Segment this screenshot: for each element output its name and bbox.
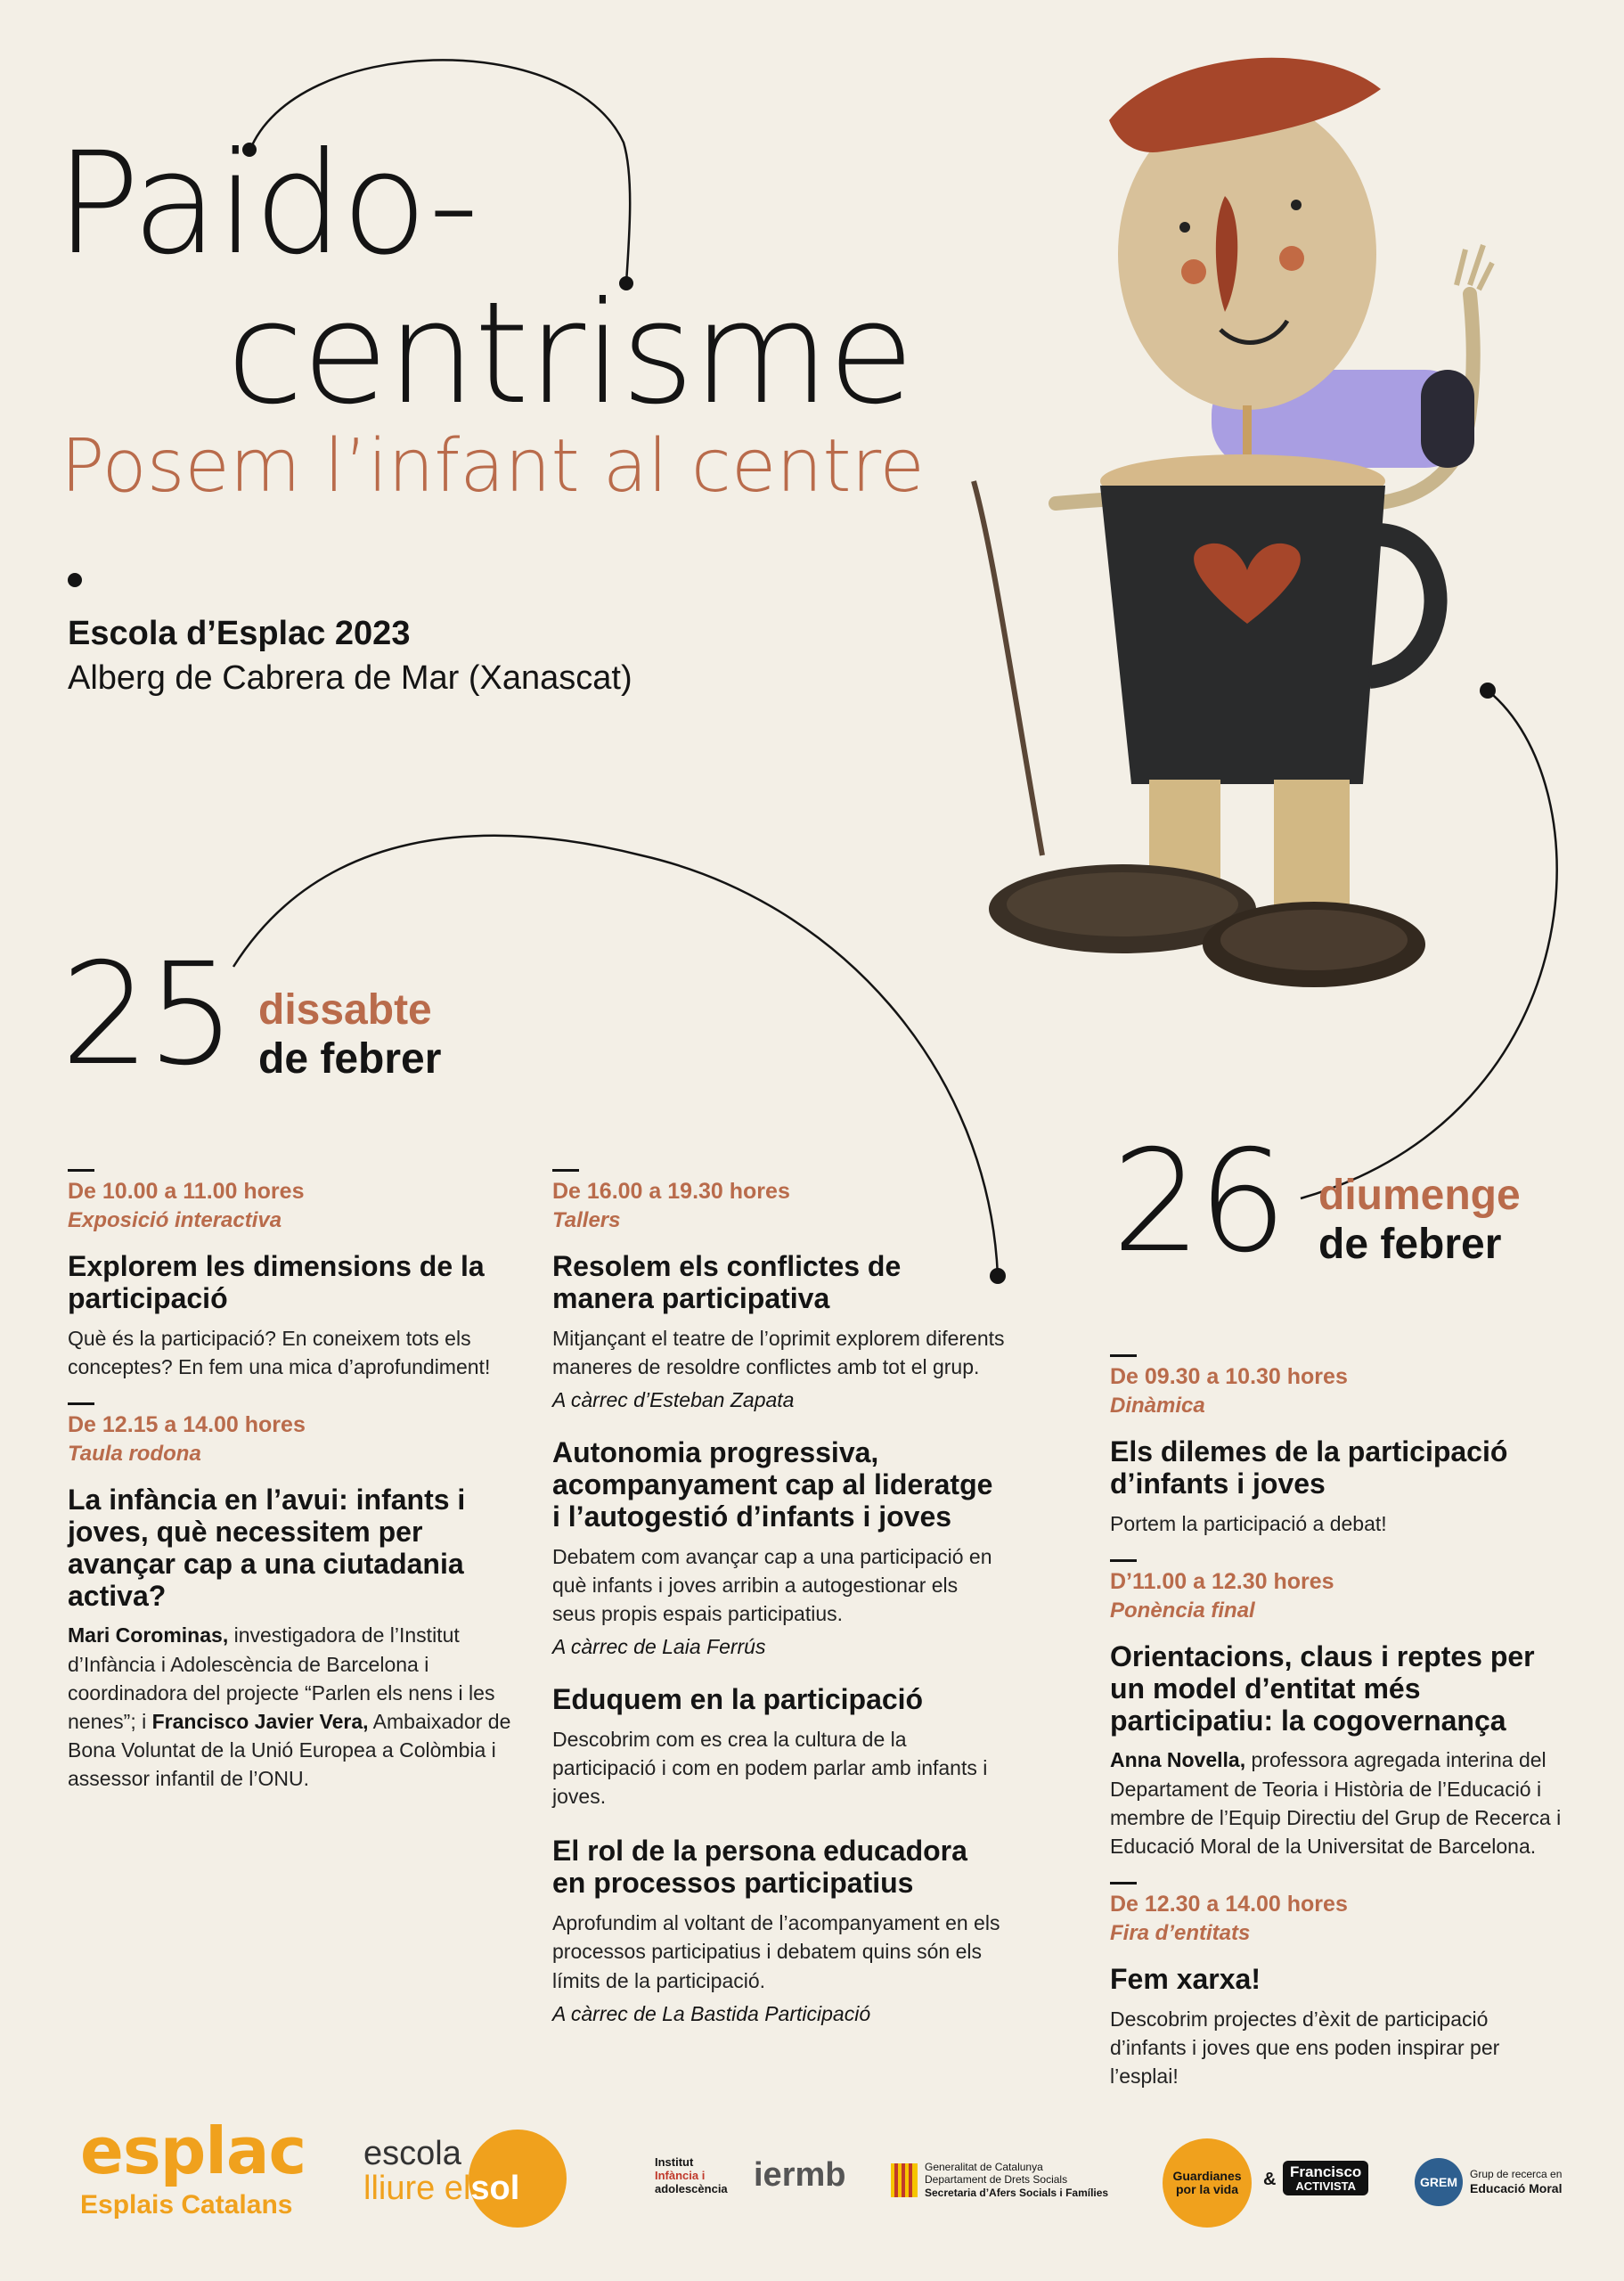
senyera-icon [891, 2163, 918, 2197]
escola-label: escola [363, 2135, 461, 2172]
esplac-logo [80, 2113, 306, 2220]
divider [68, 1169, 94, 1172]
divider [1110, 1882, 1137, 1884]
workshop-host: A càrrec d’Esteban Zapata [552, 1388, 795, 1412]
item-type: Fira d’entitats [1110, 1921, 1251, 1946]
item-desc: Descobrim projectes d’èxit de participació d’infants i joves que ens poden inspirar per l’esplai! [1110, 2007, 1500, 2089]
grem-badge: GREM [1415, 2158, 1463, 2206]
workshop-host: A càrrec de La Bastida Participació [552, 2001, 871, 2025]
escola-lliure-el-sol-logo [363, 2137, 519, 2208]
day1-number: 25 [61, 933, 233, 1097]
event-venue: Alberg de Cabrera de Mar (Xanascat) [68, 659, 632, 697]
grem-line: Educació Moral [1470, 2180, 1563, 2195]
divider [552, 1169, 579, 1172]
gen-line: Generalitat de Catalunya [925, 2161, 1043, 2173]
speaker-name: Mari Corominas, [68, 1623, 229, 1647]
esplac-wordmark: esplac [80, 2113, 306, 2188]
item-desc: Què és la participació? En coneixem tots els conceptes? En fem una mica d’aprofundiment! [68, 1326, 491, 1378]
workshop-title: Resolem els conflictes de manera participativa [552, 1250, 902, 1314]
paidocentrisme-figure-illustration [958, 53, 1563, 998]
ampersand: & [1263, 2170, 1277, 2189]
item-time: De 16.00 a 19.30 hores [552, 1179, 790, 1204]
institut-line: Institut [655, 2155, 694, 2169]
workshop [552, 1835, 1007, 2025]
gen-line: Departament de Drets Socials [925, 2173, 1068, 2187]
day1-month: de febrer [258, 1035, 442, 1083]
institut-line: Infància i [655, 2168, 706, 2182]
item-type: Taula rodona [68, 1442, 201, 1467]
day1-afternoon-column [552, 1169, 1007, 2026]
speaker-desc: Ambaixador de Bona Voluntat de la Unió Europea a Colòmbia i assessor infantil de l’ONU. [68, 1709, 511, 1791]
divider [1110, 1354, 1137, 1357]
day2-number: 26 [1112, 1120, 1285, 1284]
event-name: Escola d’Esplac 2023 [68, 615, 411, 652]
esplac-subtitle: Esplais Catalans [80, 2190, 293, 2220]
grem-line: Grup de recerca en [1470, 2168, 1563, 2181]
day1-morning-column [68, 1169, 513, 1814]
workshop-desc: Mitjançant el teatre de l’oprimit explorem diferents maneres de resoldre conflictes amb tot el grup. [552, 1326, 1005, 1378]
workshop-desc: Debatem com avançar cap a una participació en què infants i joves arribin a autogestionar els seus propis espais participatius. [552, 1544, 992, 1625]
workshop-host: A càrrec de Laia Ferrús [552, 1635, 766, 1659]
divider [1110, 1559, 1137, 1562]
day2-weekday: diumenge [1318, 1172, 1521, 1219]
francisco-line: ACTIVISTA [1295, 2179, 1356, 2193]
program-item [68, 1169, 513, 1381]
workshop-desc: Aprofundim al voltant de l’acompanyament en els processos participatius i debatem quins són els límits de la participació. [552, 1911, 1000, 1992]
title-line-2: centrisme [226, 272, 913, 436]
item-title: La infància en l’avui: infants i joves, què necessitem per avançar cap a una ciutadania activa? [68, 1484, 466, 1612]
speaker-name: Anna Novella, [1110, 1748, 1246, 1772]
day2-month: de febrer [1318, 1221, 1502, 1268]
item-type: Exposició interactiva [68, 1208, 282, 1232]
day1-weekday: dissabte [258, 986, 432, 1034]
workshop-desc: Descobrim com es crea la cultura de la participació i com en podem parlar amb infants i joves. [552, 1727, 988, 1809]
workshop [552, 1251, 1007, 1412]
program-item [1110, 1882, 1564, 2090]
item-type: Tallers [552, 1208, 621, 1232]
item-time: De 12.30 a 14.00 hores [1110, 1892, 1348, 1917]
item-time: De 10.00 a 11.00 hores [68, 1179, 305, 1204]
program-item [1110, 1559, 1564, 1860]
item-desc: Portem la participació a debat! [1110, 1511, 1387, 1535]
francisco-activista-logo [1283, 2161, 1368, 2195]
item-time: De 09.30 a 10.30 hores [1110, 1364, 1348, 1389]
iermb-logo: iermb [754, 2156, 846, 2194]
program-item [1110, 1354, 1564, 1538]
item-type: Dinàmica [1110, 1394, 1205, 1418]
title-line-1: Paido- [55, 122, 477, 286]
generalitat-logo [891, 2161, 1108, 2199]
bullet-dot [68, 573, 82, 587]
escola-lliure: lliure el [363, 2170, 471, 2207]
item-time: D’11.00 a 12.30 hores [1110, 1568, 1334, 1594]
item-title: Explorem les dimensions de la participació [68, 1250, 485, 1314]
item-title: Orientacions, claus i reptes per un model d’entitat més participatiu: la cogovernança [1110, 1639, 1535, 1737]
grem-logo [1415, 2158, 1562, 2206]
workshop-title: El rol de la persona educadora en processos participatius [552, 1835, 967, 1900]
item-title: Fem xarxa! [1110, 1963, 1261, 1996]
speaker-name: Francisco Javier Vera, [151, 1709, 369, 1733]
subtitle: Posem l’infant al centre [61, 424, 925, 509]
item-speakers [68, 1621, 513, 1793]
institut-infancia-logo [655, 2156, 728, 2196]
workshop [552, 1437, 1007, 1659]
item-speakers [1110, 1745, 1564, 1860]
guardianes-logo: Guardianes por la vida [1163, 2138, 1252, 2228]
escola-name [363, 2171, 519, 2208]
speaker-desc: investigadora de l’Institut d’Infància i Adolescència de Barcelona i coordinadora del projecte “Parlen els nens i les nenes”; i [68, 1623, 495, 1733]
francisco-line: Francisco [1290, 2163, 1362, 2180]
workshop-title: Eduquem en la participació [552, 1683, 924, 1716]
escola-sol: sol [470, 2170, 520, 2207]
workshop-title: Autonomia progressiva, acompanyament cap al lideratge i l’autogestió d’infants i joves [552, 1436, 993, 1533]
gen-line: Secretaria d’Afers Socials i Famílies [925, 2186, 1109, 2199]
speaker-desc: professora agregada interina del Departament de Teoria i Història de l’Educació i membre de l’Equip Directiu del Grup de Recerca i Educació Moral de la Universitat de Barcelona. [1110, 1748, 1562, 1858]
item-title: Els dilemes de la participació d’infants i joves [1110, 1435, 1508, 1500]
workshop [552, 1684, 1007, 1811]
divider [68, 1402, 94, 1405]
institut-line: adolescència [655, 2181, 728, 2195]
program-item [68, 1402, 513, 1793]
day2-column [1110, 1354, 1564, 2112]
item-type: Ponència final [1110, 1598, 1255, 1623]
item-time: De 12.15 a 14.00 hores [68, 1412, 306, 1438]
